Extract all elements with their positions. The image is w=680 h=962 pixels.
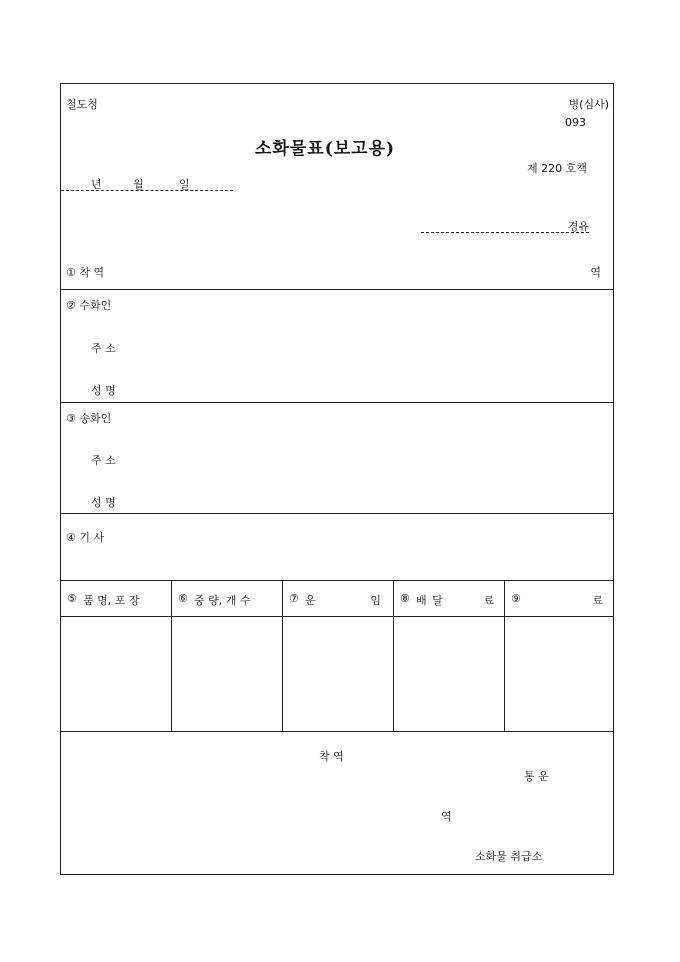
item-cell[interactable] <box>61 617 171 731</box>
dest-station-label: ① 착 역 <box>66 266 105 279</box>
sender-label: ③ 송화인 <box>66 412 112 425</box>
receiver-address-label: 주 소 <box>91 342 116 355</box>
column-label: 운 <box>305 594 316 607</box>
column-header-fare <box>283 580 393 616</box>
date-year: 년 <box>91 178 102 191</box>
remarks-label: ④ 기 사 <box>66 531 105 544</box>
divider <box>61 402 613 403</box>
column-number: ⑥ <box>178 592 188 605</box>
delivery-cell[interactable] <box>394 617 504 731</box>
sender-name-label: 성 명 <box>91 496 116 509</box>
column-label: 품 명, 포 장 <box>83 594 140 607</box>
footer-station-suffix: 역 <box>441 810 452 823</box>
date-month: 월 <box>133 178 144 191</box>
column-header-item <box>61 580 171 616</box>
divider <box>61 513 613 514</box>
column-label-end: 료 <box>592 594 603 607</box>
receiver-label: ② 수화인 <box>66 299 112 312</box>
sender-address-label: 주 소 <box>91 454 116 467</box>
footer-office-label: 소화물 취급소 <box>475 850 543 863</box>
column-label: 중 량, 개 수 <box>194 594 251 607</box>
divider <box>61 289 613 290</box>
footer-station-label: 착 역 <box>319 750 344 763</box>
column-header-weight <box>172 580 282 616</box>
freight-form <box>60 83 614 875</box>
footer-transit-label: 통 운 <box>524 770 549 783</box>
dest-station-suffix: 역 <box>590 266 601 279</box>
via-label: 경유 <box>567 220 589 233</box>
column-label-end: 료 <box>483 594 494 607</box>
column-label-end: 임 <box>370 594 381 607</box>
receiver-name-label: 성 명 <box>91 384 116 397</box>
column-number: ⑧ <box>400 592 410 605</box>
form-code: 병(심사) <box>568 98 609 111</box>
form-number: 093 <box>565 116 586 129</box>
column-label: 배 달 <box>416 594 444 607</box>
form-title: 소화물표(보고용) <box>255 139 396 159</box>
fare-cell[interactable] <box>283 617 393 731</box>
volume-number: 제 220 호책 <box>527 162 587 175</box>
table-bottom-border <box>61 731 613 732</box>
weight-cell[interactable] <box>172 617 282 731</box>
date-line[interactable] <box>61 176 233 191</box>
date-day: 일 <box>179 178 190 191</box>
column-number: ⑦ <box>289 592 299 605</box>
org-name: 철도청 <box>66 98 98 111</box>
column-header-delivery <box>394 580 504 616</box>
column-number: ⑨ <box>511 592 521 605</box>
column-header-fee <box>505 580 615 616</box>
column-number: ⑤ <box>67 592 77 605</box>
fee-cell[interactable] <box>505 617 614 731</box>
via-line[interactable] <box>421 218 589 233</box>
